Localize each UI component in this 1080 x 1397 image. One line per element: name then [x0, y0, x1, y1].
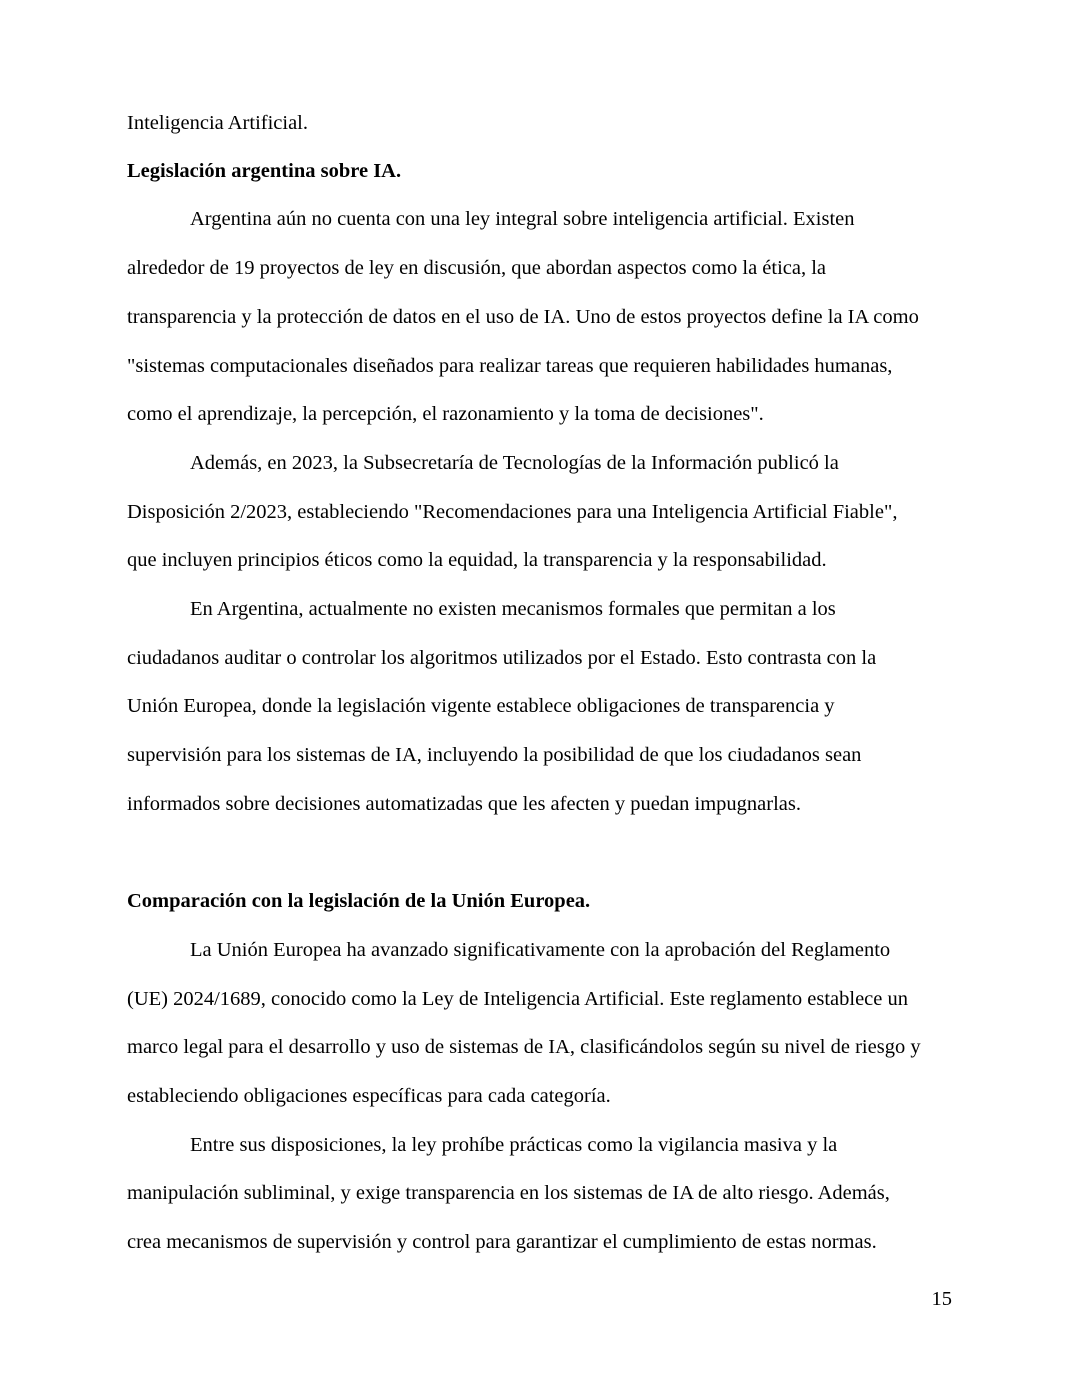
text-line: transparencia y la protección de datos en el uso de IA. Uno de estos proyectos define la IA como — [127, 306, 919, 328]
text-line: crea mecanismos de supervisión y control para garantizar el cumplimiento de estas normas. — [127, 1231, 877, 1253]
text-line: Entre sus disposiciones, la ley prohíbe prácticas como la vigilancia masiva y la — [190, 1134, 838, 1156]
text-line: La Unión Europea ha avanzado significativamente con la aprobación del Reglamento — [190, 939, 891, 961]
text-line: estableciendo obligaciones específicas para cada categoría. — [127, 1085, 611, 1107]
page-number: 15 — [931, 1288, 952, 1310]
text-line: ciudadanos auditar o controlar los algoritmos utilizados por el Estado. Esto contrasta con la — [127, 647, 877, 669]
text-line: que incluyen principios éticos como la equidad, la transparencia y la responsabilidad. — [127, 549, 827, 571]
text-line: informados sobre decisiones automatizadas que les afecten y puedan impugnarlas. — [127, 793, 801, 815]
text-line: como el aprendizaje, la percepción, el razonamiento y la toma de decisiones". — [127, 403, 764, 425]
section-heading-argentina: Legislación argentina sobre IA. — [127, 160, 402, 182]
text-line: "sistemas computacionales diseñados para realizar tareas que requieren habilidades humanas, — [127, 355, 893, 377]
text-line: supervisión para los sistemas de IA, incluyendo la posibilidad de que los ciudadanos sean — [127, 744, 862, 766]
text-line: En Argentina, actualmente no existen mecanismos formales que permitan a los — [190, 598, 836, 620]
text-line: Argentina aún no cuenta con una ley integral sobre inteligencia artificial. Existen — [190, 208, 855, 230]
text-line: marco legal para el desarrollo y uso de sistemas de IA, clasificándolos según su nivel de riesgo y — [127, 1036, 921, 1058]
text-line: (UE) 2024/1689, conocido como la Ley de Inteligencia Artificial. Este reglamento establece un — [127, 988, 909, 1010]
text-line: manipulación subliminal, y exige transparencia en los sistemas de IA de alto riesgo. Además, — [127, 1182, 890, 1204]
text-line: Disposición 2/2023, estableciendo "Recomendaciones para una Inteligencia Artificial Fiable", — [127, 501, 898, 523]
text-line: alrededor de 19 proyectos de ley en discusión, que abordan aspectos como la ética, la — [127, 257, 827, 279]
text-line: Además, en 2023, la Subsecretaría de Tecnologías de la Información publicó la — [190, 452, 839, 474]
text-line: Unión Europea, donde la legislación vigente establece obligaciones de transparencia y — [127, 695, 835, 717]
text-line: Inteligencia Artificial. — [127, 112, 309, 134]
section-heading-eu: Comparación con la legislación de la Unión Europea. — [127, 890, 591, 912]
